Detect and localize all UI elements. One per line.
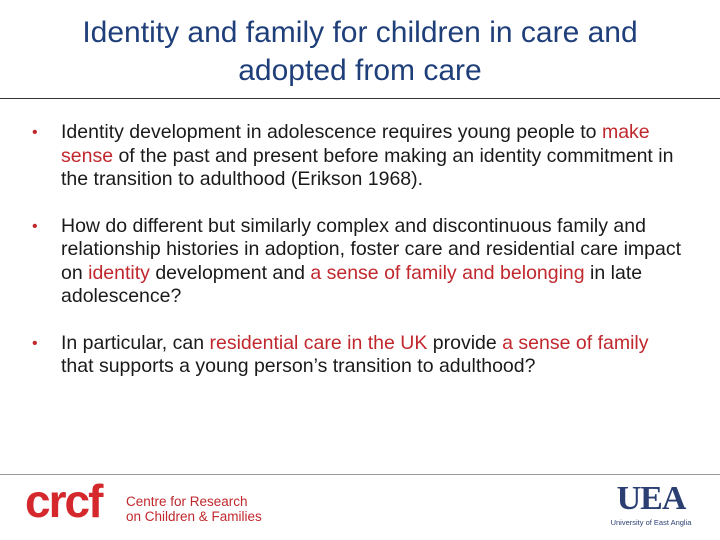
title-divider <box>0 98 720 99</box>
crcf-logo <box>25 475 275 530</box>
bullet-text: development and <box>149 261 311 284</box>
bullet-text: provide <box>427 331 503 354</box>
slide-title-line-1: Identity and family for children in care and <box>82 16 638 49</box>
bullet-text: How do different but similarly complex and discontinuous family and relationship histories in adoption, foster care and residential care impact on <box>61 214 682 284</box>
bullet-item-residential-care <box>32 332 682 379</box>
uea-logo <box>596 480 706 530</box>
bullet-text: In particular, can <box>61 331 210 354</box>
bullet-text: that supports a young person’s transition to adulthood? <box>61 355 536 377</box>
slide-title-line-2: adopted from care <box>238 54 482 87</box>
bullet-text: in late adolescence? <box>61 261 643 307</box>
bullet-highlight: residential care in the UK <box>209 331 428 354</box>
crcf-logo-line-1: Centre for Research <box>126 494 248 509</box>
bullet-highlight: a sense of family <box>502 331 649 354</box>
bullet-item-identity-development <box>32 121 682 192</box>
crcf-logo-mark: crcf <box>25 475 102 527</box>
crcf-logo-line-2: on Children & Families <box>126 509 262 524</box>
footer-divider <box>0 474 720 475</box>
bullet-highlight: a sense of family and belonging <box>310 261 585 284</box>
uea-logo-subtitle: University of East Anglia <box>610 518 692 527</box>
bullet-highlight: identity <box>88 261 150 284</box>
bullet-item-family-histories <box>32 215 682 309</box>
bullet-text: of the past and present before making an identity commitment in the transition to adulthood (Erikson 1968). <box>61 144 674 190</box>
crcf-logo-text <box>126 494 262 524</box>
slide-title <box>0 14 720 90</box>
bullet-marker: • <box>32 217 38 235</box>
bullet-marker: • <box>32 334 38 352</box>
bullet-list <box>32 121 682 379</box>
bullet-highlight: make sense <box>61 121 650 167</box>
bullet-marker: • <box>32 124 38 141</box>
bullet-text: Identity development in adolescence requires young people to <box>61 121 602 143</box>
uea-logo-mark: UEA <box>616 480 686 517</box>
